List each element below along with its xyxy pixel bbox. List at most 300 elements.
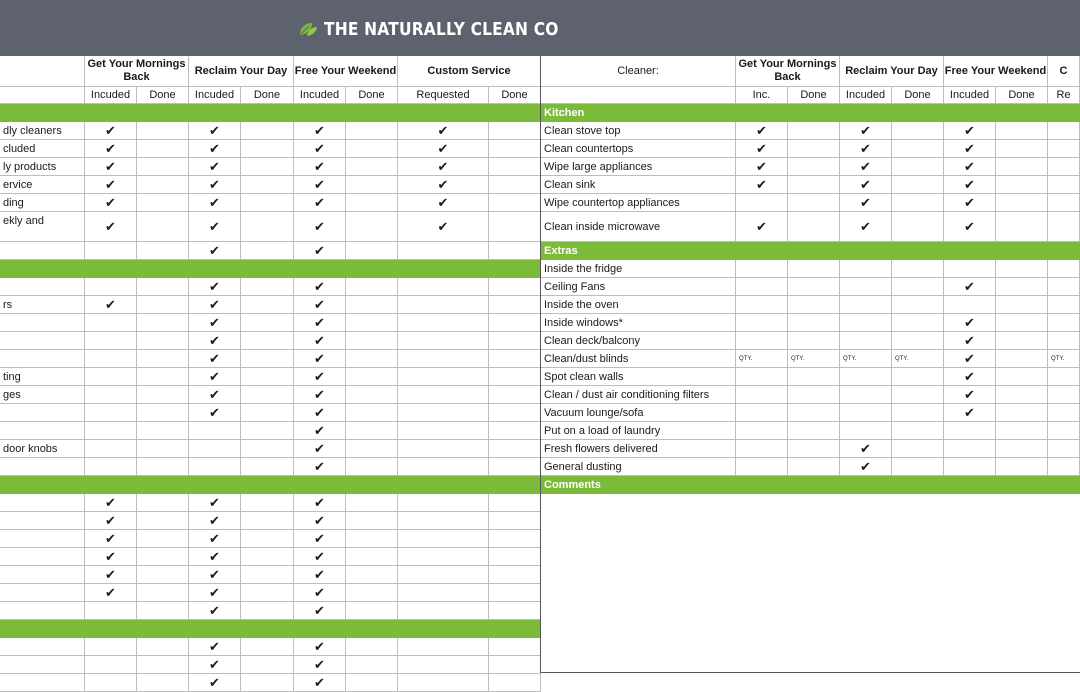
done-checkbox[interactable] [346,368,398,386]
done-checkbox[interactable] [892,440,944,458]
included-cell [1048,368,1080,386]
check-icon: ✔ [189,332,241,350]
done-checkbox[interactable] [241,548,294,566]
done-checkbox[interactable] [137,242,189,260]
done-checkbox[interactable] [892,278,944,296]
done-checkbox[interactable] [788,212,840,242]
left-package-header: Reclaim Your Day [189,56,294,87]
included-cell [398,404,489,422]
left-subheader: Incuded [189,87,241,104]
included-cell [1048,404,1080,422]
done-checkbox[interactable] [489,512,541,530]
done-checkbox[interactable] [137,176,189,194]
done-checkbox[interactable] [489,278,541,296]
done-checkbox[interactable] [346,140,398,158]
done-checkbox[interactable] [241,194,294,212]
check-icon: ✔ [840,176,892,194]
done-checkbox[interactable] [241,494,294,512]
done-checkbox[interactable] [996,194,1048,212]
done-checkbox[interactable] [489,494,541,512]
right-section-header: Kitchen [541,104,1080,122]
done-checkbox[interactable] [788,368,840,386]
done-checkbox[interactable] [346,548,398,566]
done-checkbox[interactable] [892,176,944,194]
done-checkbox[interactable] [241,422,294,440]
done-checkbox[interactable] [788,332,840,350]
done-checkbox[interactable] [241,512,294,530]
done-checkbox[interactable] [346,122,398,140]
done-checkbox[interactable] [489,386,541,404]
included-cell [85,368,137,386]
check-icon: ✔ [398,194,489,212]
included-cell [85,386,137,404]
right-task-label: Ceiling Fans [541,278,736,296]
right-package-header: C [1048,56,1080,87]
included-cell [398,350,489,368]
right-task-label: Wipe countertop appliances [541,194,736,212]
included-cell [85,440,137,458]
done-checkbox[interactable] [346,584,398,602]
done-checkbox[interactable] [137,440,189,458]
done-checkbox[interactable] [788,158,840,176]
done-checkbox[interactable] [489,140,541,158]
check-icon: ✔ [85,176,137,194]
done-checkbox[interactable] [996,278,1048,296]
done-checkbox[interactable] [489,458,541,476]
included-cell [840,260,892,278]
included-cell [840,422,892,440]
included-cell [840,278,892,296]
done-checkbox[interactable] [996,350,1048,368]
left-package-header: Free Your Weekend [294,56,398,87]
done-checkbox[interactable] [489,404,541,422]
left-package-header: Get Your Mornings Back [85,56,189,87]
done-checkbox[interactable] [892,314,944,332]
done-checkbox[interactable] [346,350,398,368]
done-checkbox[interactable] [241,530,294,548]
qty-field[interactable]: QTY. [892,350,944,368]
right-subheader: Re [1048,87,1080,104]
left-task-label [0,584,85,602]
done-checkbox[interactable] [788,440,840,458]
done-checkbox[interactable] [346,422,398,440]
right-package-header: Get Your Mornings Back [736,56,840,87]
done-checkbox[interactable] [996,212,1048,242]
done-checkbox[interactable] [137,494,189,512]
check-icon: ✔ [189,194,241,212]
done-checkbox[interactable] [137,314,189,332]
check-icon: ✔ [294,530,346,548]
included-cell [736,386,788,404]
check-icon: ✔ [398,212,489,242]
done-checkbox[interactable] [346,194,398,212]
included-cell [85,674,137,692]
included-cell [736,314,788,332]
included-cell [85,314,137,332]
done-checkbox[interactable] [489,242,541,260]
right-task-label: Inside the oven [541,296,736,314]
done-checkbox[interactable] [892,386,944,404]
done-checkbox[interactable] [996,368,1048,386]
right-task-label: Clean sink [541,176,736,194]
included-cell [85,422,137,440]
done-checkbox[interactable] [241,458,294,476]
included-cell [736,404,788,422]
included-cell [398,386,489,404]
done-checkbox[interactable] [489,350,541,368]
included-cell [398,674,489,692]
included-cell [1048,140,1080,158]
done-checkbox[interactable] [892,122,944,140]
check-icon: ✔ [398,176,489,194]
done-checkbox[interactable] [346,494,398,512]
done-checkbox[interactable] [241,176,294,194]
check-icon: ✔ [294,494,346,512]
left-task-label [0,566,85,584]
done-checkbox[interactable] [241,122,294,140]
done-checkbox[interactable] [996,140,1048,158]
done-checkbox[interactable] [996,122,1048,140]
check-icon: ✔ [944,194,996,212]
included-cell [736,260,788,278]
right-subheader: Inc. [736,87,788,104]
done-checkbox[interactable] [241,566,294,584]
done-checkbox[interactable] [346,314,398,332]
done-checkbox[interactable] [788,278,840,296]
left-task-header [0,56,85,87]
done-checkbox[interactable] [788,458,840,476]
done-checkbox[interactable] [892,296,944,314]
check-icon: ✔ [944,332,996,350]
check-icon: ✔ [840,140,892,158]
check-icon: ✔ [294,350,346,368]
done-checkbox[interactable] [241,158,294,176]
done-checkbox[interactable] [489,422,541,440]
included-cell [398,422,489,440]
done-checkbox[interactable] [137,638,189,656]
included-cell [398,548,489,566]
left-subheader: Done [137,87,189,104]
check-icon: ✔ [944,278,996,296]
included-cell [398,512,489,530]
done-checkbox[interactable] [241,296,294,314]
left-task-label [0,458,85,476]
done-checkbox[interactable] [788,140,840,158]
done-checkbox[interactable] [241,386,294,404]
left-task-label: ekly and [0,212,85,242]
done-checkbox[interactable] [241,242,294,260]
done-checkbox[interactable] [788,176,840,194]
done-checkbox[interactable] [137,332,189,350]
included-cell [85,332,137,350]
done-checkbox[interactable] [489,440,541,458]
check-icon: ✔ [85,140,137,158]
done-checkbox[interactable] [892,260,944,278]
included-cell [398,440,489,458]
done-checkbox[interactable] [346,638,398,656]
left-task-label [0,512,85,530]
done-checkbox[interactable] [788,194,840,212]
done-checkbox[interactable] [137,122,189,140]
left-task-label [0,602,85,620]
check-icon: ✔ [840,122,892,140]
done-checkbox[interactable] [996,458,1048,476]
included-cell [1048,176,1080,194]
done-checkbox[interactable] [489,566,541,584]
check-icon: ✔ [189,530,241,548]
done-checkbox[interactable] [346,512,398,530]
done-checkbox[interactable] [489,176,541,194]
included-cell [1048,386,1080,404]
check-icon: ✔ [189,278,241,296]
done-checkbox[interactable] [137,158,189,176]
done-checkbox[interactable] [996,386,1048,404]
done-checkbox[interactable] [241,314,294,332]
check-icon: ✔ [398,122,489,140]
included-cell [398,368,489,386]
left-task-label [0,314,85,332]
included-cell [85,602,137,620]
done-checkbox[interactable] [137,530,189,548]
done-checkbox[interactable] [489,674,541,692]
done-checkbox[interactable] [346,242,398,260]
included-cell [944,458,996,476]
done-checkbox[interactable] [241,440,294,458]
check-icon: ✔ [189,212,241,242]
left-task-label: ly products [0,158,85,176]
done-checkbox[interactable] [346,212,398,242]
done-checkbox[interactable] [892,458,944,476]
included-cell [1048,440,1080,458]
done-checkbox[interactable] [241,404,294,422]
done-checkbox[interactable] [346,332,398,350]
done-checkbox[interactable] [892,422,944,440]
done-checkbox[interactable] [241,332,294,350]
done-checkbox[interactable] [346,296,398,314]
comments-area[interactable] [541,493,1080,673]
included-cell [85,242,137,260]
included-cell [398,332,489,350]
check-icon: ✔ [294,212,346,242]
done-checkbox[interactable] [241,140,294,158]
included-cell [944,440,996,458]
right-package-header: Reclaim Your Day [840,56,944,87]
left-task-label: ting [0,368,85,386]
done-checkbox[interactable] [489,296,541,314]
done-checkbox[interactable] [241,350,294,368]
right-task-label: Clean/dust blinds [541,350,736,368]
done-checkbox[interactable] [892,140,944,158]
check-icon: ✔ [85,584,137,602]
done-checkbox[interactable] [346,278,398,296]
included-cell [1048,314,1080,332]
done-checkbox[interactable] [137,584,189,602]
check-icon: ✔ [294,314,346,332]
right-task-label: Inside the fridge [541,260,736,278]
done-checkbox[interactable] [996,314,1048,332]
included-cell [398,566,489,584]
done-checkbox[interactable] [346,158,398,176]
done-checkbox[interactable] [788,422,840,440]
left-task-label: cluded [0,140,85,158]
done-checkbox[interactable] [489,122,541,140]
done-checkbox[interactable] [996,422,1048,440]
done-checkbox[interactable] [489,548,541,566]
done-checkbox[interactable] [489,194,541,212]
done-checkbox[interactable] [996,176,1048,194]
done-checkbox[interactable] [788,404,840,422]
done-checkbox[interactable] [996,332,1048,350]
check-icon: ✔ [85,122,137,140]
done-checkbox[interactable] [241,602,294,620]
done-checkbox[interactable] [241,368,294,386]
done-checkbox[interactable] [241,656,294,674]
done-checkbox[interactable] [346,440,398,458]
check-icon: ✔ [294,242,346,260]
right-subheader: Done [788,87,840,104]
right-subheader: Done [892,87,944,104]
done-checkbox[interactable] [241,584,294,602]
done-checkbox[interactable] [137,278,189,296]
done-checkbox[interactable] [788,386,840,404]
check-icon: ✔ [189,140,241,158]
left-task-label: ervice [0,176,85,194]
done-checkbox[interactable] [892,158,944,176]
included-cell [840,314,892,332]
done-checkbox[interactable] [346,386,398,404]
done-checkbox[interactable] [346,656,398,674]
done-checkbox[interactable] [346,602,398,620]
done-checkbox[interactable] [489,656,541,674]
done-checkbox[interactable] [346,530,398,548]
done-checkbox[interactable] [137,194,189,212]
done-checkbox[interactable] [489,530,541,548]
included-cell [1048,278,1080,296]
check-icon: ✔ [189,584,241,602]
done-checkbox[interactable] [489,314,541,332]
done-checkbox[interactable] [788,296,840,314]
done-checkbox[interactable] [489,584,541,602]
done-checkbox[interactable] [489,602,541,620]
done-checkbox[interactable] [137,140,189,158]
check-icon: ✔ [398,140,489,158]
done-checkbox[interactable] [892,404,944,422]
done-checkbox[interactable] [241,674,294,692]
done-checkbox[interactable] [996,296,1048,314]
done-checkbox[interactable] [137,296,189,314]
done-checkbox[interactable] [489,638,541,656]
done-checkbox[interactable] [996,158,1048,176]
left-section-header [0,104,541,122]
done-checkbox[interactable] [996,440,1048,458]
left-task-label: dly cleaners [0,122,85,140]
check-icon: ✔ [294,140,346,158]
done-checkbox[interactable] [489,332,541,350]
left-subheader: Done [346,87,398,104]
check-icon: ✔ [189,674,241,692]
left-subheader-blank [0,87,85,104]
included-cell [1048,260,1080,278]
right-task-label: Fresh flowers delivered [541,440,736,458]
check-icon: ✔ [294,332,346,350]
right-task-label: Inside windows* [541,314,736,332]
done-checkbox[interactable] [241,638,294,656]
done-checkbox[interactable] [996,260,1048,278]
done-checkbox[interactable] [892,368,944,386]
check-icon: ✔ [85,212,137,242]
check-icon: ✔ [294,296,346,314]
left-task-label [0,530,85,548]
check-icon: ✔ [85,494,137,512]
left-task-label: door knobs [0,440,85,458]
check-icon: ✔ [189,404,241,422]
done-checkbox[interactable] [892,332,944,350]
left-task-label [0,494,85,512]
included-cell [398,278,489,296]
done-checkbox[interactable] [892,194,944,212]
done-checkbox[interactable] [137,566,189,584]
done-checkbox[interactable] [137,368,189,386]
done-checkbox[interactable] [137,422,189,440]
done-checkbox[interactable] [788,314,840,332]
qty-field[interactable]: QTY. [788,350,840,368]
done-checkbox[interactable] [788,260,840,278]
done-checkbox[interactable] [137,386,189,404]
done-checkbox[interactable] [137,548,189,566]
done-checkbox[interactable] [788,122,840,140]
included-cell [398,530,489,548]
check-icon: ✔ [736,212,788,242]
check-icon: ✔ [189,566,241,584]
check-icon: ✔ [85,296,137,314]
done-checkbox[interactable] [346,404,398,422]
done-checkbox[interactable] [489,368,541,386]
included-cell [85,656,137,674]
done-checkbox[interactable] [489,158,541,176]
done-checkbox[interactable] [241,212,294,242]
done-checkbox[interactable] [137,512,189,530]
done-checkbox[interactable] [137,212,189,242]
done-checkbox[interactable] [346,458,398,476]
left-subheader: Requested [398,87,489,104]
right-package-header: Free Your Weekend [944,56,1048,87]
check-icon: ✔ [294,548,346,566]
check-icon: ✔ [294,566,346,584]
left-section-header [0,620,541,638]
done-checkbox[interactable] [137,350,189,368]
done-checkbox[interactable] [346,566,398,584]
included-cell [840,332,892,350]
done-checkbox[interactable] [892,212,944,242]
check-icon: ✔ [85,530,137,548]
check-icon: ✔ [189,656,241,674]
done-checkbox[interactable] [137,404,189,422]
done-checkbox[interactable] [137,656,189,674]
done-checkbox[interactable] [137,458,189,476]
done-checkbox[interactable] [137,674,189,692]
check-icon: ✔ [189,296,241,314]
done-checkbox[interactable] [241,278,294,296]
included-cell [1048,458,1080,476]
done-checkbox[interactable] [346,176,398,194]
done-checkbox[interactable] [346,674,398,692]
included-cell [85,638,137,656]
check-icon: ✔ [85,158,137,176]
left-subheader: Done [489,87,541,104]
done-checkbox[interactable] [489,212,541,242]
done-checkbox[interactable] [137,602,189,620]
done-checkbox[interactable] [996,404,1048,422]
